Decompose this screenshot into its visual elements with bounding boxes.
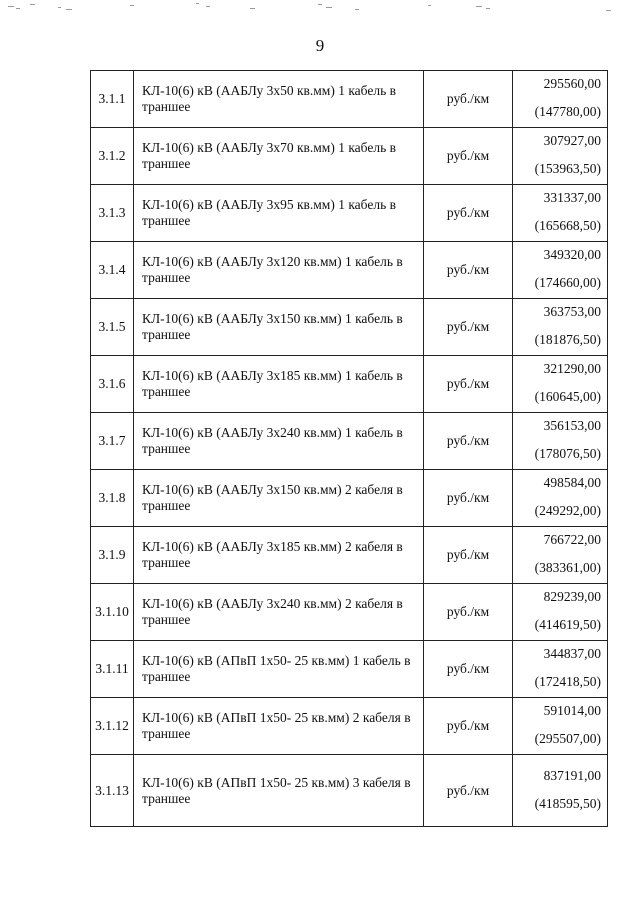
- row-price-paren: (383361,00): [534, 560, 601, 575]
- table-row: [91, 128, 608, 185]
- row-number: 3.1.5: [91, 299, 134, 356]
- row-description: КЛ-10(6) кВ (АПвП 1х50- 25 кв.мм) 2 кабеля в траншее: [134, 698, 424, 755]
- table-row: [91, 641, 608, 698]
- row-price-cell: [513, 584, 608, 641]
- table-row: [91, 299, 608, 356]
- table-body: [91, 71, 608, 827]
- row-price-cell: [513, 755, 608, 827]
- row-unit: руб./км: [424, 71, 513, 128]
- row-price-paren: (147780,00): [534, 104, 601, 119]
- row-number: 3.1.8: [91, 470, 134, 527]
- row-unit: руб./км: [424, 356, 513, 413]
- row-description: КЛ-10(6) кВ (ААБЛу 3х150 кв.мм) 1 кабель в траншее: [134, 299, 424, 356]
- row-number: 3.1.6: [91, 356, 134, 413]
- row-unit: руб./км: [424, 299, 513, 356]
- row-number: 3.1.4: [91, 242, 134, 299]
- row-price: 766722,00: [543, 532, 601, 547]
- table-row: [91, 755, 608, 827]
- table-row: [91, 185, 608, 242]
- row-description: КЛ-10(6) кВ (ААБЛу 3х240 кв.мм) 2 кабеля в траншее: [134, 584, 424, 641]
- row-unit: руб./км: [424, 470, 513, 527]
- row-description: КЛ-10(6) кВ (ААБЛу 3х240 кв.мм) 1 кабель в траншее: [134, 413, 424, 470]
- row-unit: руб./км: [424, 641, 513, 698]
- row-price-cell: [513, 299, 608, 356]
- row-description: КЛ-10(6) кВ (ААБЛу 3х120 кв.мм) 1 кабель в траншее: [134, 242, 424, 299]
- row-price: 591014,00: [543, 703, 601, 718]
- row-unit: руб./км: [424, 698, 513, 755]
- row-price-paren: (249292,00): [534, 503, 601, 518]
- row-price: 837191,00: [543, 767, 601, 783]
- row-price: 307927,00: [543, 133, 601, 148]
- table-row: [91, 584, 608, 641]
- scan-specks: [0, 0, 640, 14]
- row-price: 498584,00: [543, 475, 601, 490]
- table-row: [91, 71, 608, 128]
- row-description: КЛ-10(6) кВ (ААБЛу 3х70 кв.мм) 1 кабель в траншее: [134, 128, 424, 185]
- row-price: 829239,00: [543, 589, 601, 604]
- row-description: КЛ-10(6) кВ (ААБЛу 3х150 кв.мм) 2 кабеля в траншее: [134, 470, 424, 527]
- row-price-paren: (418595,50): [534, 795, 601, 811]
- row-price-paren: (181876,50): [534, 332, 601, 347]
- row-price-paren: (295507,00): [534, 731, 601, 746]
- row-price: 356153,00: [543, 418, 601, 433]
- row-number: 3.1.7: [91, 413, 134, 470]
- row-price-cell: [513, 527, 608, 584]
- row-price-cell: [513, 641, 608, 698]
- row-number: 3.1.10: [91, 584, 134, 641]
- row-description: КЛ-10(6) кВ (ААБЛу 3х185 кв.мм) 1 кабель в траншее: [134, 356, 424, 413]
- table-row: [91, 698, 608, 755]
- row-number: 3.1.2: [91, 128, 134, 185]
- row-unit: руб./км: [424, 413, 513, 470]
- row-price: 331337,00: [543, 190, 601, 205]
- row-price-cell: [513, 698, 608, 755]
- row-price: 363753,00: [543, 304, 601, 319]
- table-row: [91, 242, 608, 299]
- row-price-paren: (172418,50): [534, 674, 601, 689]
- table-row: [91, 356, 608, 413]
- row-price-paren: (174660,00): [534, 275, 601, 290]
- row-price-cell: [513, 470, 608, 527]
- row-description: КЛ-10(6) кВ (АПвП 1х50- 25 кв.мм) 3 кабеля в траншее: [134, 755, 424, 827]
- row-number: 3.1.12: [91, 698, 134, 755]
- row-price-cell: [513, 185, 608, 242]
- row-unit: руб./км: [424, 242, 513, 299]
- row-description: КЛ-10(6) кВ (ААБЛу 3х95 кв.мм) 1 кабель в траншее: [134, 185, 424, 242]
- row-price-paren: (414619,50): [534, 617, 601, 632]
- row-number: 3.1.1: [91, 71, 134, 128]
- row-price-cell: [513, 242, 608, 299]
- table-row: [91, 527, 608, 584]
- row-number: 3.1.13: [91, 755, 134, 827]
- row-price-paren: (153963,50): [534, 161, 601, 176]
- row-price: 349320,00: [543, 247, 601, 262]
- row-price: 321290,00: [543, 361, 601, 376]
- row-price-cell: [513, 413, 608, 470]
- row-unit: руб./км: [424, 584, 513, 641]
- row-number: 3.1.3: [91, 185, 134, 242]
- table-row: [91, 413, 608, 470]
- row-unit: руб./км: [424, 128, 513, 185]
- row-number: 3.1.11: [91, 641, 134, 698]
- row-description: КЛ-10(6) кВ (АПвП 1х50- 25 кв.мм) 1 кабель в траншее: [134, 641, 424, 698]
- table-row: [91, 470, 608, 527]
- row-price-paren: (178076,50): [534, 446, 601, 461]
- row-number: 3.1.9: [91, 527, 134, 584]
- row-description: КЛ-10(6) кВ (ААБЛу 3х50 кв.мм) 1 кабель в траншее: [134, 71, 424, 128]
- row-description: КЛ-10(6) кВ (ААБЛу 3х185 кв.мм) 2 кабеля в траншее: [134, 527, 424, 584]
- row-unit: руб./км: [424, 185, 513, 242]
- row-price-cell: [513, 71, 608, 128]
- row-price-cell: [513, 356, 608, 413]
- row-unit: руб./км: [424, 527, 513, 584]
- page-number: 9: [315, 36, 325, 55]
- row-price: 295560,00: [543, 76, 601, 91]
- row-price-paren: (160645,00): [534, 389, 601, 404]
- row-price-cell: [513, 128, 608, 185]
- row-unit: руб./км: [424, 755, 513, 827]
- tariff-table: [90, 70, 608, 827]
- row-price-paren: (165668,50): [534, 218, 601, 233]
- row-price: 344837,00: [543, 646, 601, 661]
